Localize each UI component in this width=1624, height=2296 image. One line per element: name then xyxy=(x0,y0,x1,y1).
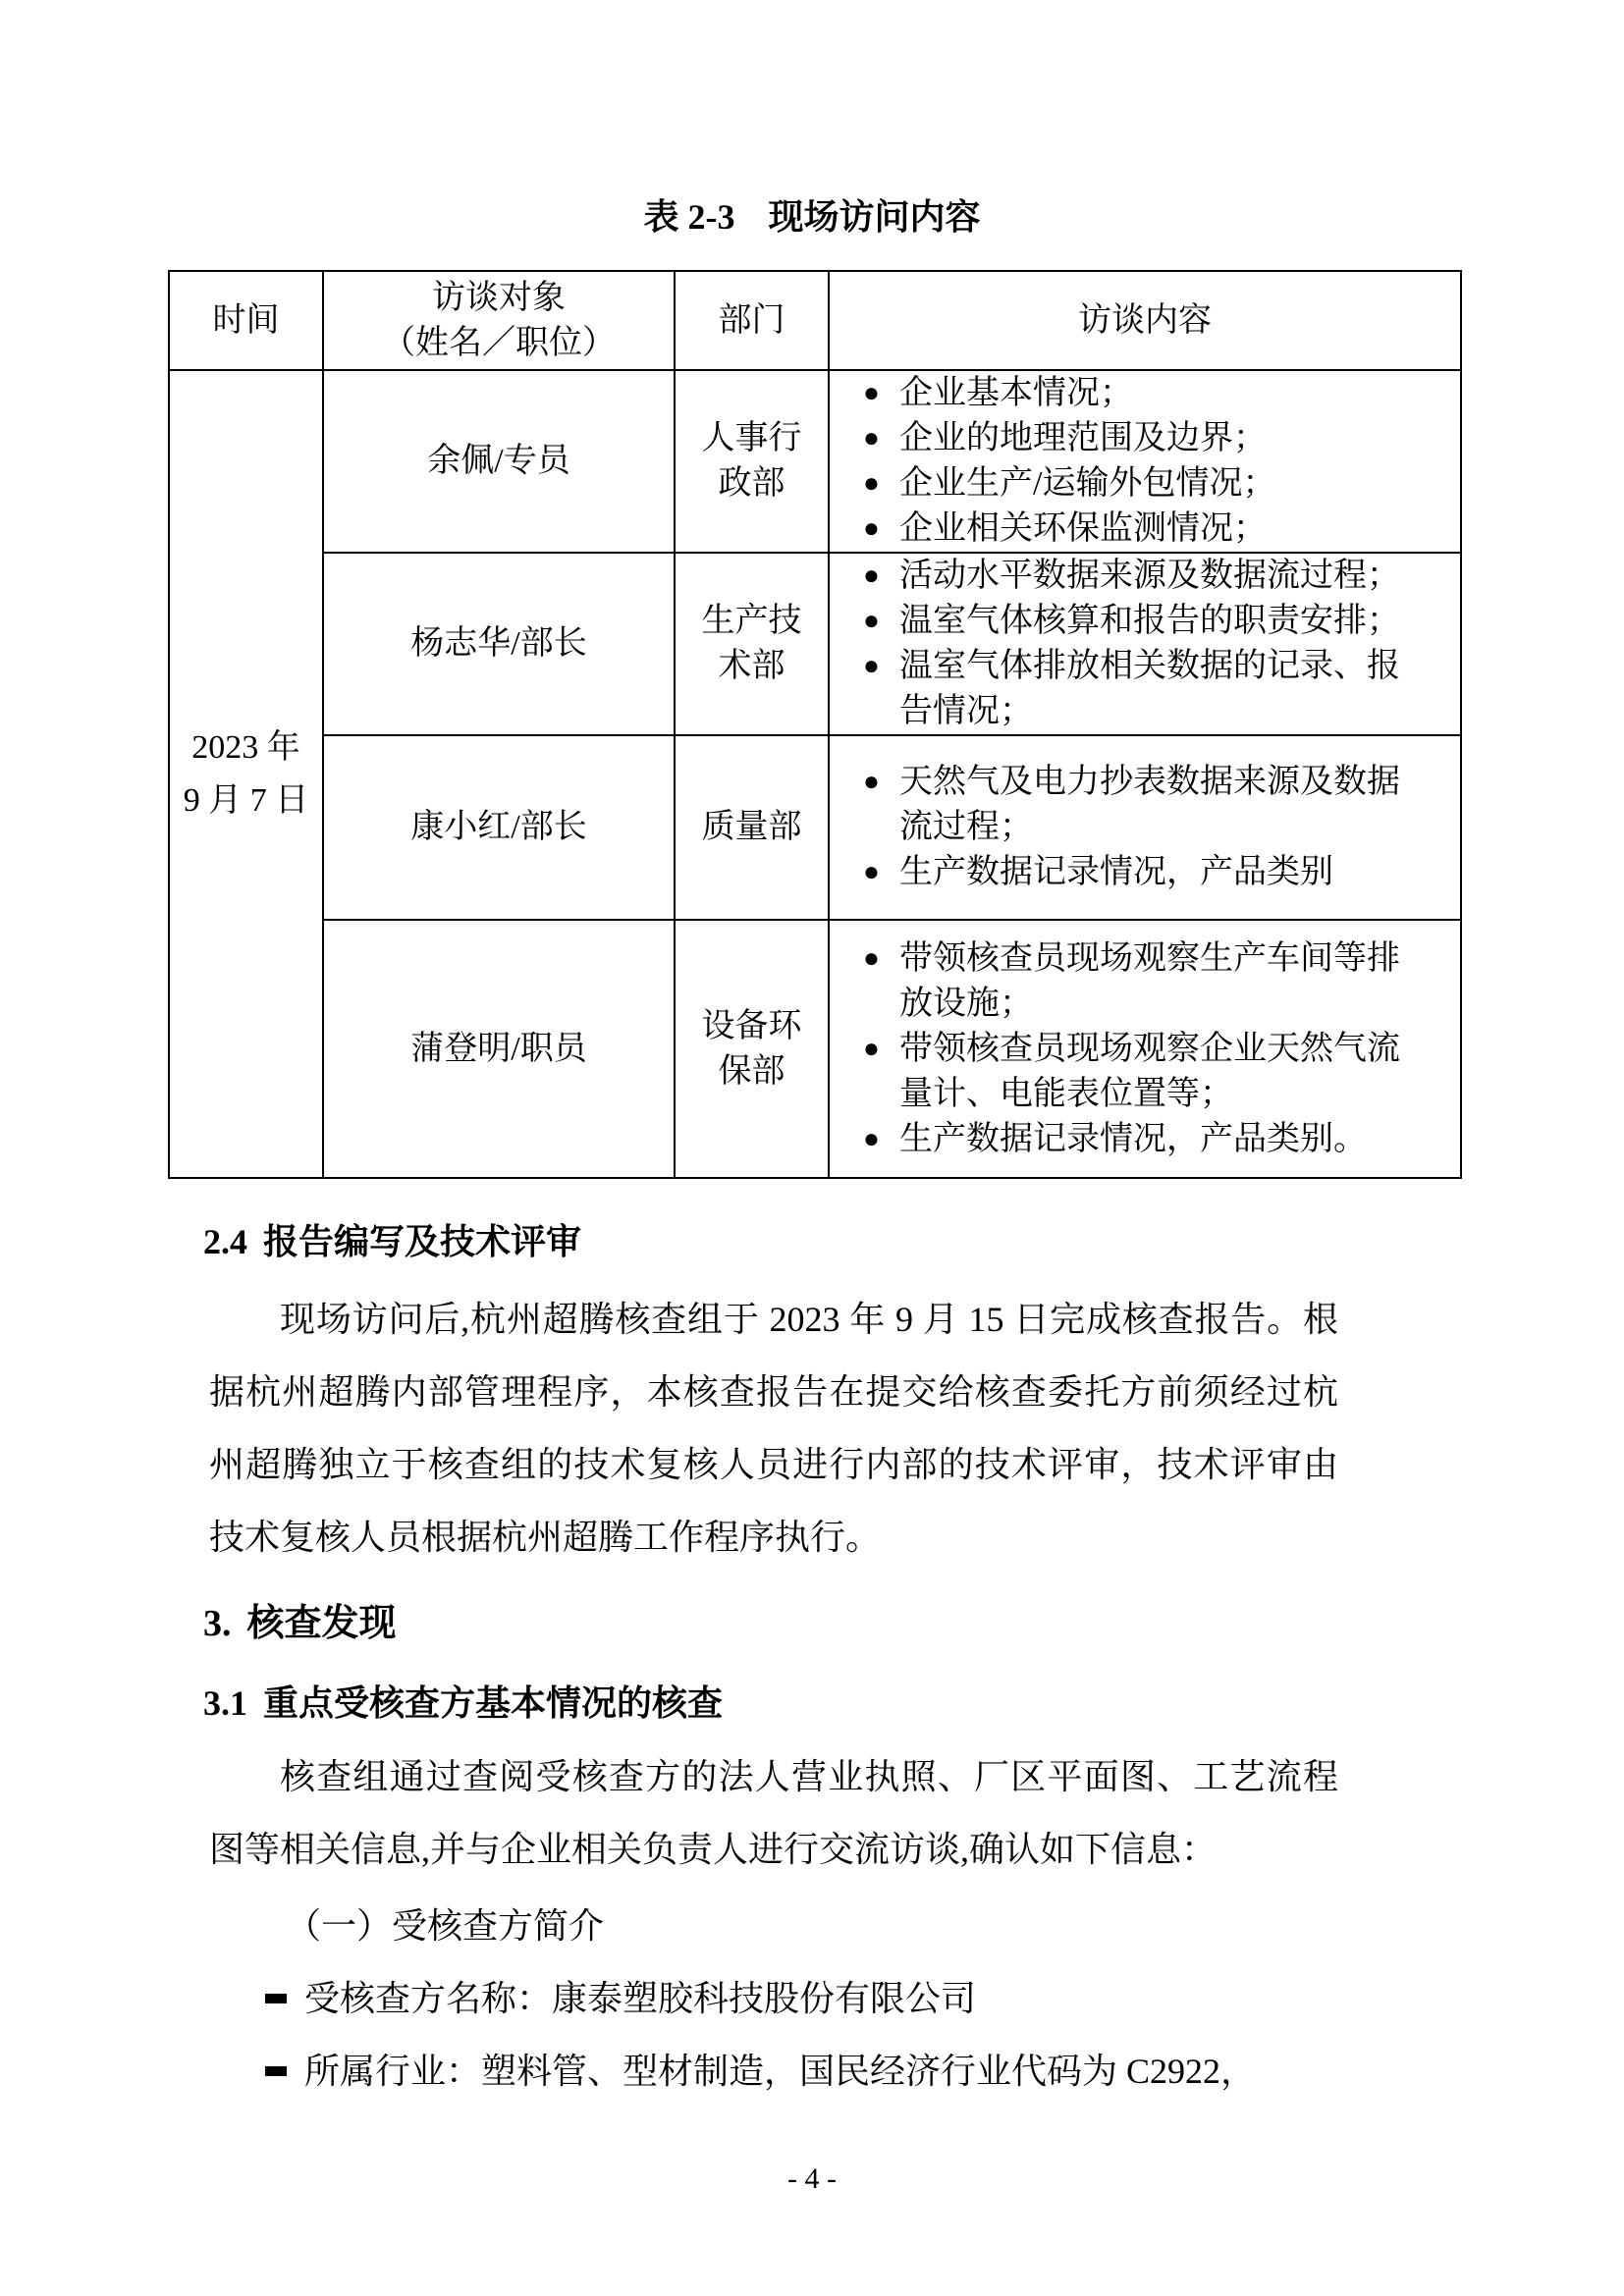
bullet-item xyxy=(830,1117,1460,1162)
bullet-item xyxy=(830,1027,1460,1117)
content-cell xyxy=(829,553,1461,735)
content-cell xyxy=(829,370,1461,553)
bullet-dot-icon: ● xyxy=(863,561,880,591)
dash-list-item xyxy=(265,2035,1462,2108)
bullet-item xyxy=(830,371,1460,416)
section-heading-3-1 xyxy=(203,1680,1462,1727)
bullet-text: 企业生产/运输外包情况； xyxy=(899,465,1276,502)
section-heading-3 xyxy=(203,1599,1462,1648)
header-cell-department: 部门 xyxy=(675,271,829,370)
section-number: 3.1 xyxy=(203,1683,247,1723)
header-interviewee-line1: 访谈对象 xyxy=(432,279,566,316)
bullet-dot-icon: ● xyxy=(863,857,880,887)
interviewee-cell: 余佩/专员 xyxy=(323,370,675,553)
time-line1: 2023 年 xyxy=(191,728,300,766)
content-cell xyxy=(829,735,1461,920)
dash-marker-icon xyxy=(265,1994,287,2003)
page-number: - 4 - xyxy=(787,2163,837,2195)
section-title: 重点受核查方基本情况的核查 xyxy=(263,1683,724,1723)
bullet-item xyxy=(830,507,1460,552)
bullet-item xyxy=(830,644,1460,734)
intro-item: （一）受核查方简介 xyxy=(286,1906,605,1946)
table-row xyxy=(169,735,1461,920)
header-cell-interviewee xyxy=(323,271,675,370)
department-cell: 质量部 xyxy=(675,735,829,920)
bullet-dot-icon: ● xyxy=(863,513,880,544)
bullet-dot-icon: ● xyxy=(863,1123,880,1154)
bullet-dot-icon: ● xyxy=(863,942,880,974)
section-heading-2-4 xyxy=(203,1218,1462,1265)
bullet-item xyxy=(830,554,1460,599)
interviewee-cell: 杨志华/部长 xyxy=(323,553,675,735)
paragraph-verification: 核查组通过查阅受核查方的法人营业执照、厂区平面图、工艺流程图等相关信息,并与企业相关负责人进行交流访谈,确认如下信息： xyxy=(209,1757,1338,1869)
interviewee-cell: 蒲登明/职员 xyxy=(323,920,675,1178)
section-title: 报告编写及技术评审 xyxy=(263,1222,582,1261)
dash-marker-icon xyxy=(265,2066,287,2076)
header-interviewee-line2: （姓名／职位） xyxy=(382,324,616,361)
table-header-row xyxy=(169,271,1461,370)
bullet-dot-icon: ● xyxy=(863,767,880,797)
bullet-dot-icon: ● xyxy=(863,1033,880,1064)
interviewee-cell: 康小红/部长 xyxy=(323,735,675,920)
bullet-text: 企业的地理范围及边界； xyxy=(899,420,1267,456)
table-row xyxy=(169,553,1461,735)
header-cell-content: 访谈内容 xyxy=(829,271,1461,370)
table-caption xyxy=(162,195,1462,239)
bullet-item xyxy=(830,850,1460,895)
bullet-item xyxy=(830,936,1460,1027)
dash-item-text: 所属行业：塑料管、型材制造，国民经济行业代码为 C2922， xyxy=(304,2052,1257,2091)
table-caption-title: 现场访问内容 xyxy=(768,197,981,237)
section-number: 3. xyxy=(203,1603,232,1644)
header-cell-time: 时间 xyxy=(169,271,323,370)
bullet-item xyxy=(830,760,1460,850)
bullet-text: 天然气及电力抄表数据来源及数据流过程； xyxy=(899,764,1400,845)
dash-list-item xyxy=(265,1962,1462,2035)
department-cell: 设备环保部 xyxy=(675,920,829,1178)
bullet-text: 温室气体核算和报告的职责安排； xyxy=(899,603,1400,639)
bullet-text: 带领核查员现场观察企业天然气流量计、电能表位置等； xyxy=(899,1030,1400,1112)
dash-item-text: 受核查方名称：康泰塑胶科技股份有限公司 xyxy=(304,1979,977,2018)
site-visit-table xyxy=(168,270,1462,1179)
table-row xyxy=(169,920,1461,1178)
department-cell: 生产技术部 xyxy=(675,553,829,735)
time-line2: 9 月 7 日 xyxy=(183,781,309,819)
content-cell xyxy=(829,920,1461,1178)
bullet-item xyxy=(830,461,1460,507)
bullet-text: 企业相关环保监测情况； xyxy=(899,510,1267,547)
bullet-item xyxy=(830,599,1460,644)
bullet-text: 带领核查员现场观察生产车间等排放设施； xyxy=(899,939,1400,1022)
bullet-text: 温室气体排放相关数据的记录、报告情况； xyxy=(899,648,1400,729)
time-cell xyxy=(169,370,323,1178)
paragraph-report-writing: 现场访问后,杭州超腾核查组于 2023 年 9 月 15 日完成核查报告。根据杭州超腾内部管理程序，本核查报告在提交给核查委托方前须经过杭州超腾独立于核查组的技术复核人员进行内部的技术评审，技术评审由技术复核人员根据杭州超腾工作程序执行。 xyxy=(209,1300,1338,1557)
bullet-dot-icon: ● xyxy=(863,423,880,454)
bullet-text: 生产数据记录情况，产品类别。 xyxy=(899,1120,1367,1157)
section-number: 2.4 xyxy=(203,1222,247,1261)
bullet-dot-icon: ● xyxy=(863,606,880,636)
bullet-item xyxy=(830,416,1460,461)
table-caption-label: 表 2-3 xyxy=(643,197,735,237)
table-row xyxy=(169,370,1461,553)
bullet-dot-icon: ● xyxy=(863,378,880,408)
bullet-text: 生产数据记录情况，产品类别 xyxy=(899,854,1333,890)
bullet-dot-icon: ● xyxy=(863,651,880,681)
bullet-text: 企业基本情况； xyxy=(899,375,1133,411)
department-cell: 人事行政部 xyxy=(675,370,829,553)
section-title: 核查发现 xyxy=(246,1603,397,1644)
bullet-text: 活动水平数据来源及数据流过程； xyxy=(899,558,1400,594)
page-content xyxy=(162,0,1462,2108)
bullet-dot-icon: ● xyxy=(863,468,880,499)
